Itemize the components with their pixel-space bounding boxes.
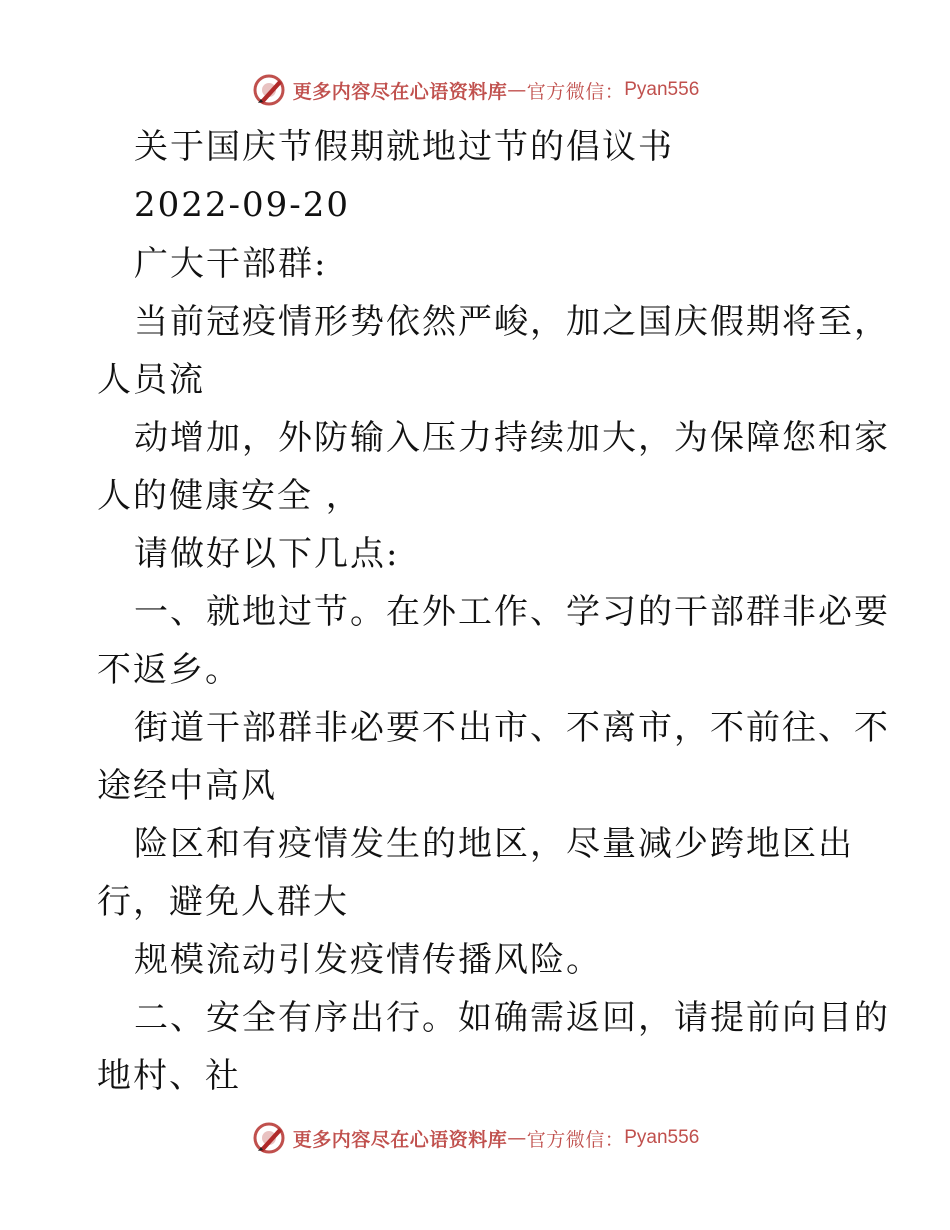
watermark-text: 更多内容尽在心语资料库 — [292, 80, 508, 103]
document-date: 2022-09-20 — [134, 185, 351, 225]
paragraph-line: 地村、社 — [97, 1056, 241, 1096]
watermark-separator: — — [507, 1127, 527, 1149]
paragraph-line: 动增加，外防输入压力持续加大，为保障您和家 — [134, 418, 890, 458]
watermark-separator: — — [507, 79, 527, 101]
paragraph-line: 一、就地过节。在外工作、学习的干部群非必要 — [134, 592, 890, 632]
salutation: 广大干部群: — [134, 244, 328, 284]
paragraph-line: 不返乡。 — [97, 650, 241, 690]
watermark-wechat-id: Pyan556 — [624, 79, 700, 100]
brush-logo-icon — [251, 72, 287, 108]
watermark-wechat-id: Pyan556 — [624, 1127, 700, 1148]
footer-watermark — [0, 1118, 950, 1158]
paragraph-line: 二、安全有序出行。如确需返回，请提前向目的 — [134, 998, 890, 1038]
paragraph-line: 当前冠疫情形势依然严峻，加之国庆假期将至， — [134, 302, 890, 342]
watermark-wechat-label: 官方微信： — [526, 1128, 625, 1151]
header-watermark — [0, 70, 950, 110]
document-title: 关于国庆节假期就地过节的倡议书 — [134, 127, 674, 167]
paragraph-line: 途经中高风 — [97, 766, 277, 806]
watermark-text: 更多内容尽在心语资料库 — [292, 1128, 508, 1151]
paragraph-line: 行，避免人群大 — [97, 882, 349, 922]
brush-logo-icon — [251, 1120, 287, 1156]
paragraph-line: 险区和有疫情发生的地区，尽量减少跨地区出 — [134, 824, 854, 864]
paragraph-line: 规模流动引发疫情传播风险。 — [134, 940, 602, 980]
watermark-wechat-label: 官方微信： — [526, 80, 625, 103]
paragraph-line: 请做好以下几点: — [134, 534, 400, 574]
paragraph-line: 人员流 — [97, 360, 205, 400]
paragraph-line: 人的健康安全 ， — [97, 476, 362, 516]
paragraph-line: 街道干部群非必要不出市、不离市，不前往、不 — [134, 708, 890, 748]
